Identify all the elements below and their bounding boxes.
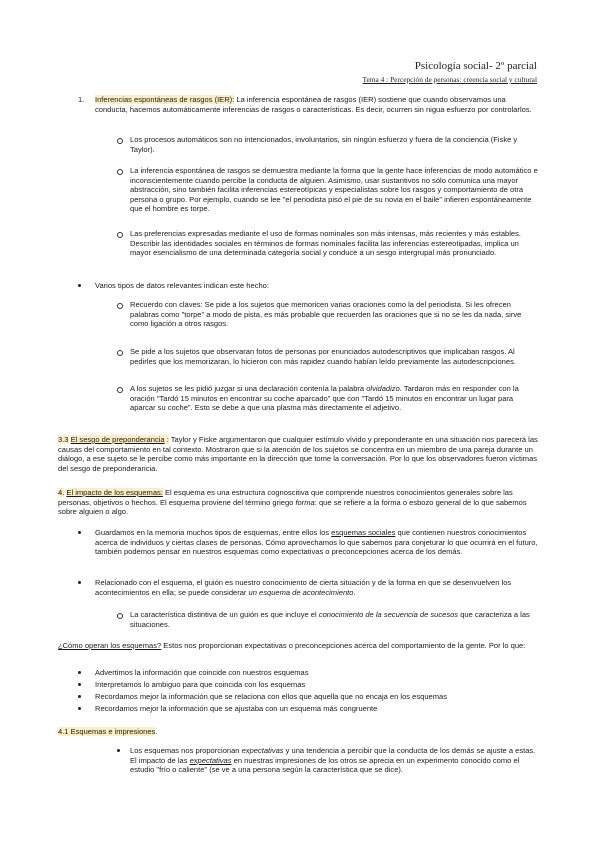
list-item: Advertimos la información que coincide con nuestros esquemas xyxy=(95,668,309,677)
section-3-3-heading: El sesgo de preponderancia xyxy=(70,435,165,444)
schema-bullet-1-a: Guardamos en la memoria muchos tipos de esquemas, entre ellos los xyxy=(95,528,332,537)
bullet-icon xyxy=(78,531,81,534)
section-4-number: 4. xyxy=(58,488,65,497)
how-schemas-paragraph xyxy=(58,641,542,651)
script-subpoint-italic: conocimiento de la secuencia de sucesos xyxy=(318,610,459,619)
schema-bullet-1-b: que contienen nuestros conocimientos acerca de individuos y ciertas clases de personas. Cómo aprovechamos lo que sabemos para conjeturar lo que ocurrirá en el futuro, también podemos pensar en nuestros esquemas como expectativas o preconcepciones acerca de los demás. xyxy=(95,528,538,557)
section-4-heading: El impacto de los esquemas: xyxy=(66,488,163,497)
how-schemas-body: Estos nos proporcionan expectativas o preconcepciones acerca del comportamiento de la gente. Por lo que: xyxy=(161,641,526,650)
bullet-icon xyxy=(117,749,120,752)
section-3-3-body: Taylor y Fiske argumentaron que cualquier estímulo vívido y preponderante en una situación nos parecerá las causas del comportamiento en tal contexto. Mostraron que si la atención de los sujetos se concentra en un miembro de una pareja durante un diálogo, a ese sujeto se le percibe como más importante en la dirección que tome la conversación. Por lo que los observadores fueron víctimas del sesgo de preponderancia. xyxy=(58,435,538,473)
schema-bullet-1 xyxy=(95,528,540,557)
schema-bullet-2-italic: un esquema de acontecimiento xyxy=(248,587,354,597)
section-4-body-a: El esquema es una estructura cognoscitiva que comprende nuestros conocimientos generales sobre las personas, objetivos o hechos. El esquema proviene del término griego xyxy=(58,488,513,507)
circle-bullet-icon xyxy=(117,303,123,309)
data-type-1: Recuerdo con claves: Se pide a los sujetos que memoricen varias oraciones como la del periodista. Si les ofrecen palabras como "torpe" a modo de pista, es más probable que recuerden las oraciones que si no se les da nada, sirve como ligación a otros rasgos. xyxy=(130,300,522,329)
section-3-3-number: 3.3 xyxy=(58,435,69,444)
section-4-1-heading: 4.1 Esquemas e impresiones xyxy=(58,727,156,736)
header-subtitle: Tema 4 : Percepción de personas: creencia social y cultural xyxy=(362,75,537,84)
data-type-3-italic: olvidadizo xyxy=(366,384,400,393)
section-1-paragraph xyxy=(95,95,535,114)
section-4-1-dot: . xyxy=(155,727,158,736)
schema-bullet-2-a: Relacionado con el esquema, el guión es nuestro conocimiento de cierta situación y de la forma en que se desenvuelven los acontecimientos en ella; se puede considerar xyxy=(95,578,512,597)
schema-bullet-1-underlined: esquemas sociales xyxy=(331,528,396,537)
how-schemas-question: ¿Cómo operan los esquemas? xyxy=(58,641,162,650)
data-type-2: Se pide a los sujetos que observaran fotos de personas por enunciados autodescriptivos que implicaban rasgos. Al pedirles que los memorizaran, lo hicieron con más rapidez cuando habían leído previamente las autodescripciones. xyxy=(130,347,516,366)
section-4-1-italic: expectativas xyxy=(241,746,284,755)
section-4-paragraph xyxy=(58,488,542,517)
circle-bullet-icon xyxy=(117,138,123,144)
data-type-3-text-b: . Tardaron más en responder con la oración "Tardó 15 minutos en encontrar su coche aparcado" que con "Tardó 15 minutos en encontrar un lugar para aparcar su coche". Esto se debe a que una plasma más directamente el adjetivo. xyxy=(130,384,519,413)
circle-bullet-icon xyxy=(117,169,123,175)
section-1-sub-1: Los procesos automáticos son no intencionados, involuntarios, sin ningún esfuerzo y fuera de la conciencia (Fiske y Taylor). xyxy=(130,135,518,154)
section-4-1-heading-line xyxy=(58,727,542,737)
section-4-1-a: Los esquemas nos proporcionan xyxy=(130,746,242,755)
bullet-icon xyxy=(78,581,81,584)
section-3-3-paragraph xyxy=(58,435,542,473)
section-4-1-underlined: expectativas xyxy=(189,755,232,765)
list-item: Recordamos mejor la información que se relaciona con ellos que aquella que no encaja en los esquemas xyxy=(95,692,447,701)
list-item: Interpretamos lo ambiguo para que coincida con los esquemas xyxy=(95,680,306,689)
bullet-icon xyxy=(78,284,81,287)
schema-bullet-2 xyxy=(95,578,540,597)
section-4-forma: forma xyxy=(295,497,315,507)
data-type-3 xyxy=(130,384,540,413)
data-types-intro: Varios tipos de datos relevantes indican este hecho: xyxy=(95,281,269,290)
section-1-sub-3: Las preferencias expresadas mediante el uso de formas nominales son más intensas, más recientes y más estables. Describir las identidades sociales en términos de formas nominales facilita las inferencias estereotipadas, implica un mayor esencialismo de una determinada categoría social y conduce a un sesgo intergrupal más pronunciado. xyxy=(130,229,521,258)
data-type-3-text-a: A los sujetos se les pidió juzgar si una declaración contenía la palabra xyxy=(130,384,367,393)
circle-bullet-icon xyxy=(117,613,123,619)
list-item: Recordamos mejor la información que se ajustaba con un esquema más congruente xyxy=(95,704,378,713)
section-4-1-bullet xyxy=(130,746,542,775)
bullet-icon xyxy=(78,683,81,686)
section-1-sub-2: La inferencia espontánea de rasgos se demuestra mediante la forma que la gente hace inferencias de modo automático e inconscientemente cuando percibe la conducta de alguien. Asimismo, usar sustantivos no sólo comunica una mayor abstracción, sino también facilita inferencias estereotípicas y especialistas sobre los rasgos y comportamiento de otra persona o grupo. Por ejemplo, cuando se lee "el periodista pisó el pie de su novia en el baile" infieren espontáneamente que el hombre es torpe. xyxy=(130,166,538,214)
section-1-body: La inferencia espontánea de rasgos (IER) sostiene que cuando observamos una conducta, hacemos automáticamente inferencias de rasgos o características. Es decir, ocurren sin nigua esfuerzo por controlarlos. xyxy=(95,95,532,114)
section-4-body-b: : que se refiere a la forma o esbozo general de lo que sabemos sobre alguien o algo. xyxy=(58,497,527,517)
script-subpoint-a: La característica distintiva de un guión es que incluye el xyxy=(130,610,319,619)
bullet-icon xyxy=(78,695,81,698)
section-1-heading: Inferencias espontáneas de rasgos (IER): xyxy=(95,95,235,104)
script-subpoint xyxy=(130,610,542,629)
bullet-icon xyxy=(78,671,81,674)
section-4-1-c: en nuestras impresiones de los otros se aprecia en un experimento conocido como el estudio "frío o caliente" (se ve a una persona según la característica que se dice). xyxy=(130,755,520,775)
section-number: 1. xyxy=(78,95,85,104)
circle-bullet-icon xyxy=(117,387,123,393)
schema-bullet-2-b: . xyxy=(353,587,356,597)
bullet-icon xyxy=(78,707,81,710)
section-3-3-colon: : xyxy=(164,435,169,444)
header-title: Psicología social- 2º parcial xyxy=(414,60,537,72)
circle-bullet-icon xyxy=(117,350,123,356)
section-4-1-b: y una tendencia a percibir que la conducta de los demás se ajuste a estas. El impacto de las xyxy=(130,746,536,765)
script-subpoint-b: que caracteriza a las situaciones. xyxy=(130,610,530,629)
circle-bullet-icon xyxy=(117,232,123,238)
